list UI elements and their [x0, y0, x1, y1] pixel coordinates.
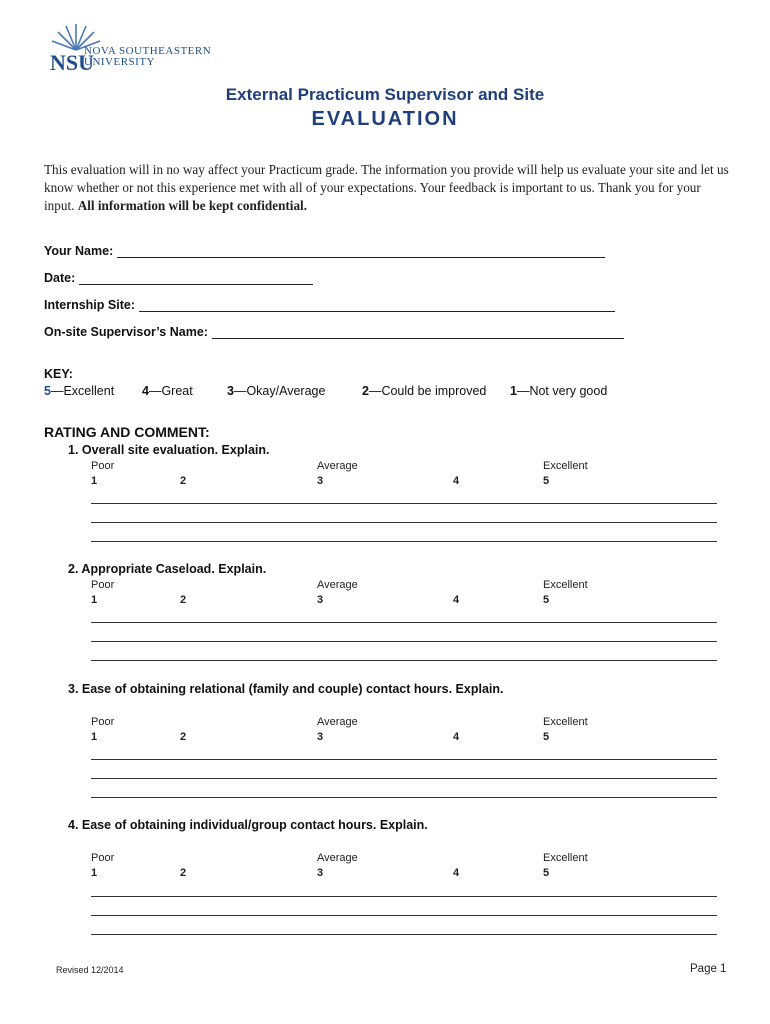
q2-rating-3[interactable]: 3	[317, 594, 324, 606]
q4-answer-line[interactable]	[91, 896, 717, 897]
q3-rating-1[interactable]: 1	[91, 731, 98, 743]
question-3-title: 3. Ease of obtaining relational (family and couple) contact hours. Explain.	[68, 682, 504, 696]
q3-excellent-label: Excellent	[543, 716, 588, 728]
form-subtitle: EVALUATION	[311, 108, 459, 130]
q3-rating-4[interactable]: 4	[453, 731, 460, 743]
supervisor-label: On-site Supervisor’s Name:	[44, 325, 208, 339]
key-item-4: 4—Great	[142, 384, 193, 398]
site-label: Internship Site:	[44, 298, 135, 312]
q1-answer-line[interactable]	[91, 503, 717, 504]
q3-answer-line[interactable]	[91, 759, 717, 760]
q2-excellent-label: Excellent	[543, 579, 588, 591]
q3-rating-2[interactable]: 2	[180, 731, 187, 743]
question-2-title: 2. Appropriate Caseload. Explain.	[68, 562, 267, 576]
q1-poor-label: Poor	[91, 460, 115, 472]
question-4-title: 4. Ease of obtaining individual/group contact hours. Explain.	[68, 818, 428, 832]
q2-rating-2[interactable]: 2	[180, 594, 187, 606]
revision-note: Revised 12/2014	[56, 965, 124, 975]
q1-rating-5[interactable]: 5	[543, 475, 550, 487]
date-label: Date:	[44, 271, 76, 285]
key-item-2: 2—Could be improved	[362, 384, 487, 398]
question-1-title: 1. Overall site evaluation. Explain.	[68, 443, 270, 457]
q2-answer-line[interactable]	[91, 622, 717, 623]
name-field[interactable]	[44, 244, 605, 258]
q4-answer-line[interactable]	[91, 934, 717, 935]
intro-text: This evaluation will in no way affect your Practicum grade. The information you provide will help us evaluate your site and let us know whether or not this experience met with all of your expectations. Your feedback is important to us. Thank you for your input.	[44, 162, 729, 213]
q2-answer-line[interactable]	[91, 641, 717, 642]
q2-rating-5[interactable]: 5	[543, 594, 550, 606]
key-item-3: 3—Okay/Average	[227, 384, 326, 398]
q2-rating-4[interactable]: 4	[453, 594, 460, 606]
q2-poor-label: Poor	[91, 579, 115, 591]
name-line[interactable]	[117, 246, 605, 258]
logo-line1: NOVA SOUTHEASTERN	[84, 45, 212, 57]
q1-excellent-label: Excellent	[543, 460, 588, 472]
supervisor-field[interactable]	[44, 325, 624, 339]
q2-answer-line[interactable]	[91, 660, 717, 661]
q1-rating-4[interactable]: 4	[453, 475, 460, 487]
page-number: Page 1	[690, 963, 727, 975]
q1-answer-line[interactable]	[91, 522, 717, 523]
q3-answer-line[interactable]	[91, 797, 717, 798]
q2-average-label: Average	[317, 579, 358, 591]
date-field[interactable]	[44, 271, 313, 285]
logo-line2: UNIVERSITY	[84, 56, 155, 68]
q4-rating-4[interactable]: 4	[453, 867, 460, 879]
q3-rating-3[interactable]: 3	[317, 731, 324, 743]
q1-answer-line[interactable]	[91, 541, 717, 542]
q4-rating-3[interactable]: 3	[317, 867, 324, 879]
q4-average-label: Average	[317, 852, 358, 864]
key-item-1: 1—Not very good	[510, 384, 608, 398]
site-line[interactable]	[139, 300, 615, 312]
date-line[interactable]	[79, 273, 313, 285]
intro-paragraph	[44, 161, 734, 215]
logo-text	[84, 46, 211, 68]
logo-mark: NSU	[50, 50, 95, 75]
q3-answer-line[interactable]	[91, 778, 717, 779]
q2-rating-1[interactable]: 1	[91, 594, 98, 606]
q4-rating-1[interactable]: 1	[91, 867, 98, 879]
rating-title: RATING AND COMMENT:	[44, 424, 210, 440]
q4-poor-label: Poor	[91, 852, 115, 864]
name-label: Your Name:	[44, 244, 114, 258]
q4-excellent-label: Excellent	[543, 852, 588, 864]
q4-answer-line[interactable]	[91, 915, 717, 916]
q1-rating-3[interactable]: 3	[317, 475, 324, 487]
q3-rating-5[interactable]: 5	[543, 731, 550, 743]
q1-rating-1[interactable]: 1	[91, 475, 98, 487]
key-item-5: 5—Excellent	[44, 384, 115, 398]
key-title: KEY:	[44, 367, 73, 381]
site-field[interactable]	[44, 298, 615, 312]
confidential-note: All information will be kept confidential.	[77, 198, 308, 213]
q4-rating-5[interactable]: 5	[543, 867, 550, 879]
q3-average-label: Average	[317, 716, 358, 728]
q4-rating-2[interactable]: 2	[180, 867, 187, 879]
supervisor-line[interactable]	[212, 327, 624, 339]
form-title: External Practicum Supervisor and Site	[225, 85, 545, 104]
q1-average-label: Average	[317, 460, 358, 472]
q3-poor-label: Poor	[91, 716, 115, 728]
q1-rating-2[interactable]: 2	[180, 475, 187, 487]
